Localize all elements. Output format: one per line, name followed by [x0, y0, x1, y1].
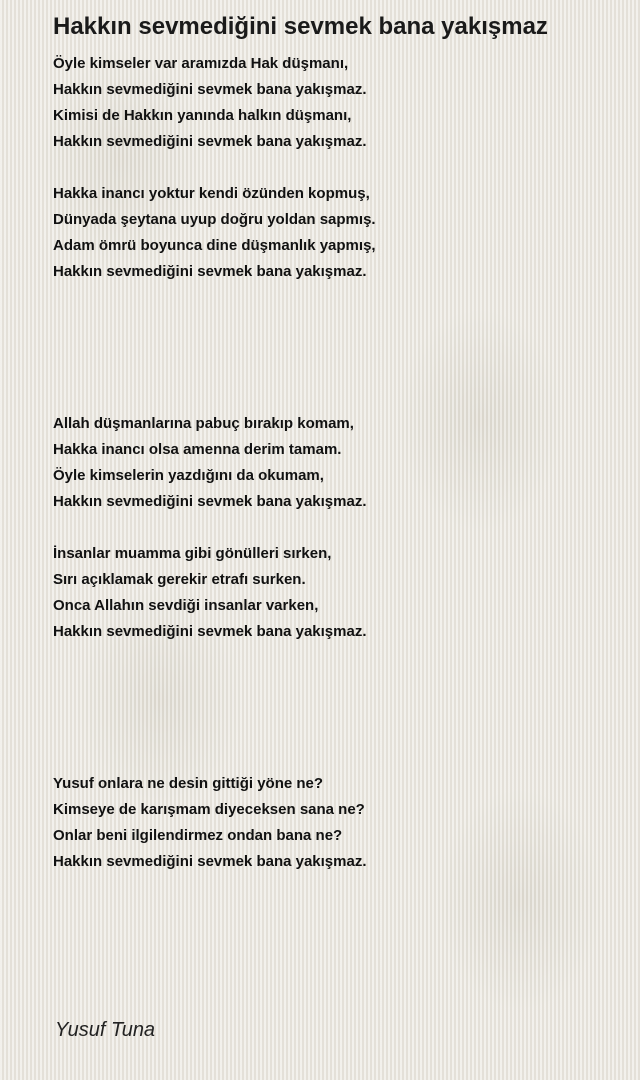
stanza-4 [53, 541, 367, 645]
poem-line: Hakkın sevmediğini sevmek bana yakışmaz. [53, 623, 367, 640]
poem-line: Kimseye de karışmam diyeceksen sana ne? [53, 801, 365, 818]
poem-line: Sırı açıklamak gerekir etrafı surken. [53, 571, 306, 588]
poem-line: Hakka inancı olsa amenna derim tamam. [53, 441, 342, 458]
poem-line: Öyle kimselerin yazdığını da okumam, [53, 467, 324, 484]
poem-line: Hakkın sevmediğini sevmek bana yakışmaz. [53, 133, 367, 150]
poem-line: İnsanlar muamma gibi gönülleri sırken, [53, 545, 332, 562]
poem-line: Yusuf onlara ne desin gittiği yöne ne? [53, 775, 324, 792]
poem-line: Onca Allahın sevdiği insanlar varken, [53, 597, 319, 614]
poem-line: Hakkın sevmediğini sevmek bana yakışmaz. [53, 853, 367, 870]
poem-line: Hakkın sevmediğini sevmek bana yakışmaz. [53, 493, 367, 510]
poem-line: Hakkın sevmediğini sevmek bana yakışmaz. [53, 263, 367, 280]
author-signature: Yusuf Tuna [55, 1019, 156, 1041]
poem-line: Allah düşmanlarına pabuç bırakıp komam, [53, 415, 354, 432]
stanza-2 [53, 181, 376, 285]
poem-line: Hakka inancı yoktur kendi özünden kopmuş, [53, 185, 370, 202]
poem-title: Hakkın sevmediğini sevmek bana yakışmaz [53, 13, 548, 40]
poem-line: Kimisi de Hakkın yanında halkın düşmanı, [53, 107, 352, 124]
stanza-1 [53, 51, 367, 155]
poem-line: Adam ömrü boyunca dine düşmanlık yapmış, [53, 237, 376, 254]
stanza-3 [53, 411, 367, 515]
poem-line: Onlar beni ilgilendirmez ondan bana ne? [53, 827, 343, 844]
poem-line: Dünyada şeytana uyup doğru yoldan sapmış. [53, 211, 376, 228]
poem-line: Öyle kimseler var aramızda Hak düşmanı, [53, 55, 349, 72]
stanza-5 [53, 771, 367, 875]
poem-line: Hakkın sevmediğini sevmek bana yakışmaz. [53, 81, 367, 98]
